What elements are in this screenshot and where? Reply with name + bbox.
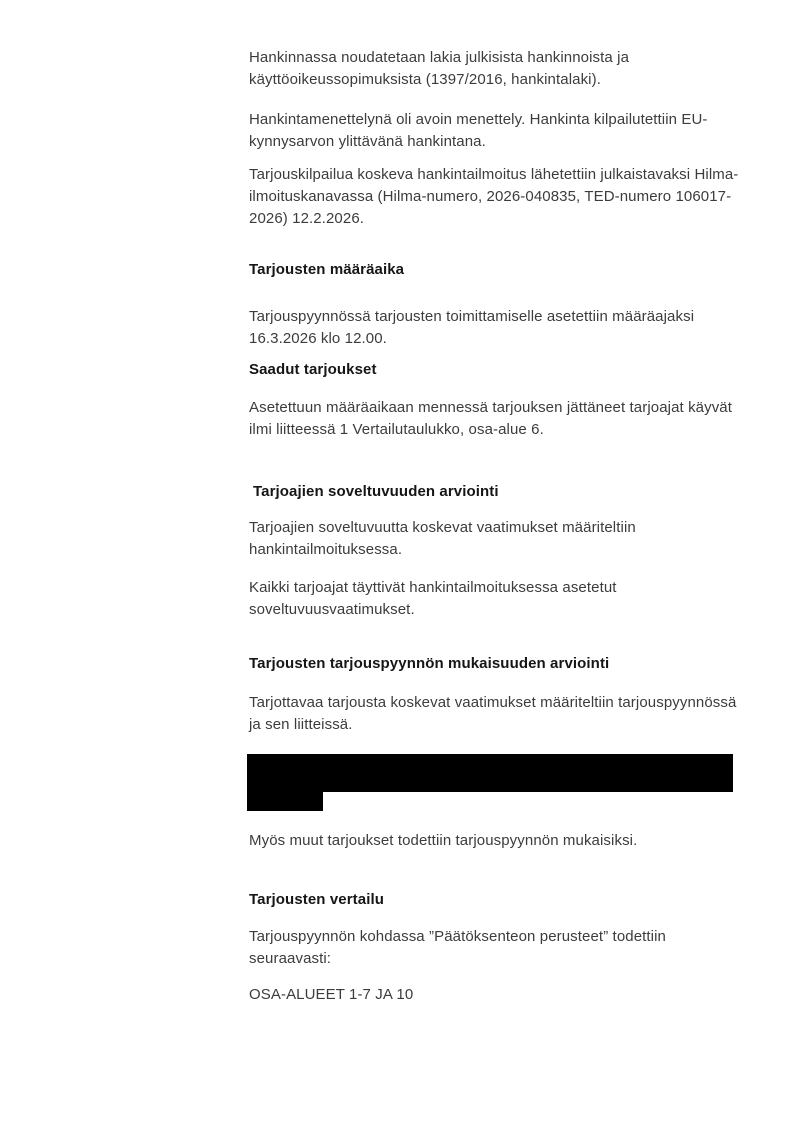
paragraph-decision-criteria-intro: Tarjouspyynnön kohdassa ”Päätöksenteon perusteet” todettiin seuraavasti: (249, 928, 666, 967)
paragraph-lots-label: OSA-ALUEET 1-7 JA 10 (249, 986, 414, 1003)
redaction-block-narrow (247, 792, 323, 811)
paragraph-received-tenders: Asetettuun määräaikaan mennessä tarjouksen jättäneet tarjoajat käyvät ilmi liitteessä 1 Vertailutaulukko, osa-alue 6. (249, 399, 733, 438)
paragraph-suitability-requirements: Tarjoajien soveltuvuutta koskevat vaatimukset määriteltiin hankintailmoituksessa. (249, 519, 636, 558)
paragraph-suitability-fulfilled: Kaikki tarjoajat täyttivät hankintailmoituksessa asetetut soveltuvuusvaatimukset. (249, 579, 617, 618)
redaction-block-wide (247, 754, 733, 792)
heading-received-tenders: Saadut tarjoukset (249, 361, 377, 378)
paragraph-procurement-procedure: Hankintamenettelynä oli avoin menettely. Hankinta kilpailutettiin EU-kynnysarvon ylittävänä hankintana. (249, 111, 708, 150)
heading-tender-deadline: Tarjousten määräaika (249, 261, 405, 278)
paragraph-contract-notice: Tarjouskilpailua koskeva hankintailmoitus lähetettiin julkaistavaksi Hilma-ilmoituskanavassa (Hilma-numero, 2026-040835, TED-numero 106017-2026) 12.2.2026. (249, 166, 739, 227)
heading-supplier-suitability: Tarjoajien soveltuvuuden arviointi (253, 483, 499, 500)
paragraph-compliance-requirements: Tarjottavaa tarjousta koskevat vaatimukset määriteltiin tarjouspyynnössä ja sen liitteissä. (249, 694, 737, 733)
heading-tender-compliance: Tarjousten tarjouspyynnön mukaisuuden arviointi (249, 655, 610, 672)
paragraph-other-offers-compliant: Myös muut tarjoukset todettiin tarjouspyynnön mukaisiksi. (249, 832, 638, 849)
paragraph-applicable-law: Hankinnassa noudatetaan lakia julkisista hankinnoista ja käyttöoikeussopimuksista (1397/2016, hankintalaki). (249, 49, 630, 88)
heading-tender-comparison: Tarjousten vertailu (249, 891, 384, 908)
paragraph-tender-deadline: Tarjouspyynnössä tarjousten toimittamiselle asetettiin määräajaksi 16.3.2026 klo 12.00. (249, 308, 695, 347)
